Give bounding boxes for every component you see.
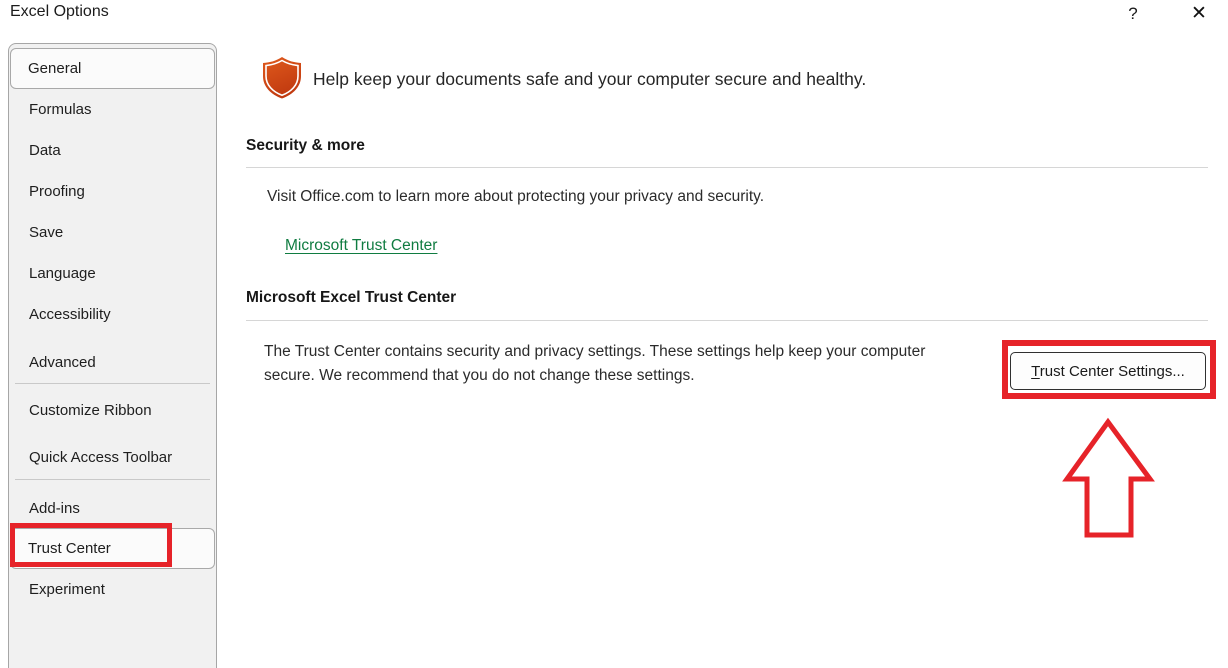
sidebar-item-formulas[interactable]: Formulas: [29, 101, 92, 118]
sidebar-divider: [15, 479, 210, 480]
dialog-title: Excel Options: [10, 3, 109, 20]
security-shield-icon: [262, 56, 302, 99]
excel-trust-center-heading: Microsoft Excel Trust Center: [246, 289, 457, 306]
annotation-up-arrow-icon: [1058, 414, 1162, 540]
sidebar-item-save[interactable]: Save: [29, 224, 64, 241]
trust-center-description: The Trust Center contains security and privacy settings. These settings help keep your computer secure. We recommend that you do not change these settings.: [264, 343, 926, 384]
close-icon[interactable]: ✕: [1191, 3, 1207, 24]
sidebar-item-customize-ribbon[interactable]: Customize Ribbon: [29, 402, 152, 419]
sidebar-item-trust-center[interactable]: Trust Center: [10, 528, 215, 569]
sidebar-item-experiment[interactable]: Experiment: [29, 581, 105, 598]
help-icon[interactable]: ?: [1128, 4, 1138, 23]
section-divider: [246, 167, 1208, 168]
security-more-heading: Security & more: [246, 137, 365, 154]
sidebar-item-quick-access-toolbar[interactable]: Quick Access Toolbar: [29, 449, 173, 466]
button-accelerator-letter: T: [1031, 362, 1040, 380]
sidebar-item-data[interactable]: Data: [29, 142, 61, 159]
section-divider: [246, 320, 1208, 321]
sidebar-item-advanced[interactable]: Advanced: [29, 354, 96, 371]
sidebar: [8, 43, 217, 668]
button-label-rest: rust Center Settings...: [1039, 362, 1185, 380]
sidebar-item-proofing[interactable]: Proofing: [29, 183, 85, 200]
trust-center-settings-button[interactable]: [1010, 352, 1206, 390]
sidebar-item-general[interactable]: General: [10, 48, 215, 89]
sidebar-divider: [15, 383, 210, 384]
sidebar-item-add-ins[interactable]: Add-ins: [29, 500, 80, 517]
sidebar-item-accessibility[interactable]: Accessibility: [29, 306, 111, 323]
microsoft-trust-center-link[interactable]: Microsoft Trust Center: [285, 237, 438, 254]
sidebar-item-language[interactable]: Language: [29, 265, 96, 282]
visit-office-text: Visit Office.com to learn more about protecting your privacy and security.: [267, 188, 765, 205]
hero-text: Help keep your documents safe and your computer secure and healthy.: [313, 69, 867, 89]
